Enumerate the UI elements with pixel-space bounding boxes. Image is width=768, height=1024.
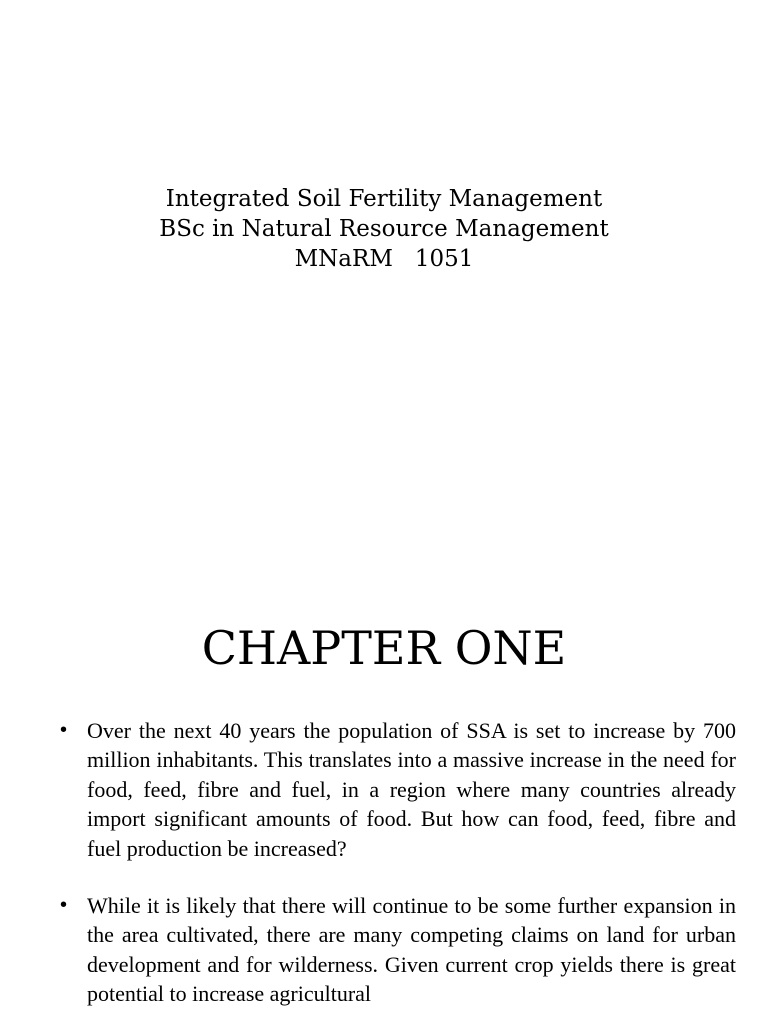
list-item (60, 716, 736, 863)
program-name: BSc in Natural Resource Management (159, 216, 609, 242)
chapter-heading: CHAPTER ONE (201, 621, 567, 675)
course-title: Integrated Soil Fertility Management (165, 186, 603, 212)
bullet-icon: • (60, 894, 68, 917)
title-block (0, 184, 768, 274)
list-item-text: While it is likely that there will continue to be some further expansion in the area cultivated, there are many competing claims on land for urban development and for wilderness. Given current crop yields there is great potential to increase agricultural (87, 893, 736, 1007)
course-code: MNaRM 1051 (294, 246, 474, 272)
list-item (60, 891, 736, 1009)
bullet-list (60, 716, 736, 1024)
bullet-icon: • (60, 719, 68, 741)
list-item-text: Over the next 40 years the population of SSA is set to increase by 700 million inhabitants. This translates into a massive increase in the need for food, feed, fibre and fuel, in a region where many countries already import significant amounts of food. But how can food, feed, fibre and fuel production be increased? (87, 718, 736, 861)
